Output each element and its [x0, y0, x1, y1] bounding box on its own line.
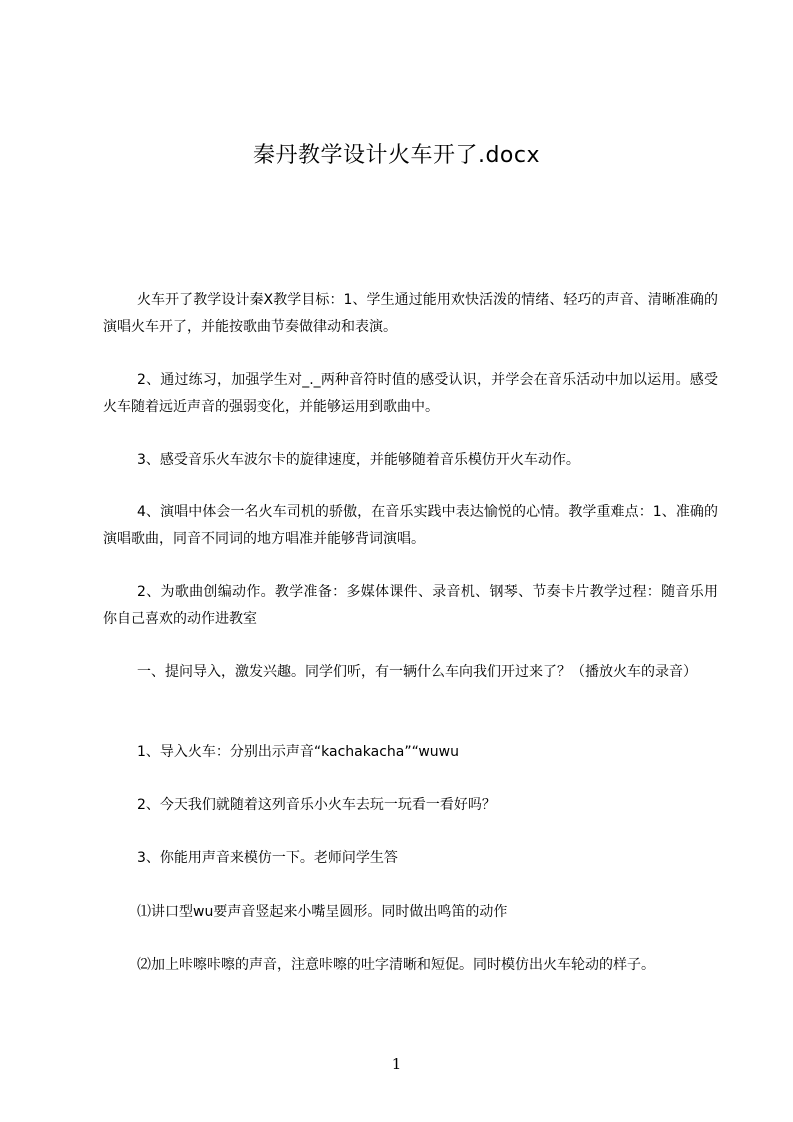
page-number: 1	[391, 1055, 402, 1073]
paragraph-practice: 2、通过练习，加强学生对_._两种音符时值的感受认识，并学会在音乐活动中加以运用。感受火车随着远近声音的强弱变化，并能够运用到歌曲中。	[103, 372, 718, 415]
paragraph-key-points: 4、演唱中体会一名火车司机的骄傲，在音乐实践中表达愉悦的心情。教学重难点：1、准确的演唱歌曲，同音不同词的地方唱准并能够背词演唱。	[103, 504, 718, 547]
paragraph-polka: 3、感受音乐火车波尔卡的旋律速度，并能够随着音乐模仿开火车动作。	[137, 452, 580, 468]
paragraph-step-3: 3、你能用声音来模仿一下。老师问学生答	[137, 850, 398, 866]
paragraph-step-2: 2、今天我们就随着这列音乐小火车去玩一玩看一看好吗？	[137, 797, 496, 813]
paragraph-objectives: 火车开了教学设计秦X教学目标：1、学生通过能用欢快活泼的情绪、轻巧的声音、清晰准确的演唱火车开了，并能按歌曲节奏做律动和表演。	[103, 292, 718, 335]
paragraph-preparation: 2、为歌曲创编动作。教学准备：多媒体课件、录音机、钢琴、节奏卡片教学过程：随音乐用你自己喜欢的动作进教室	[103, 584, 718, 627]
document-title: 秦丹教学设计火车开了.docx	[252, 143, 541, 168]
paragraph-step-1: 1、导入火车：分别出示声音“kachakacha”“wuwu	[137, 744, 459, 760]
paragraph-introduction: 一、提问导入，激发兴趣。同学们听，有一辆什么车向我们开过来了？（播放火车的录音）	[137, 664, 697, 680]
paragraph-substep-2: ⑵加上咔嚓咔嚓的声音，注意咔嚓的吐字清晰和短促。同时模仿出火车轮动的样子。	[137, 957, 655, 973]
paragraph-substep-1: ⑴讲口型wu要声音竖起来小嘴呈圆形。同时做出鸣笛的动作	[137, 904, 508, 920]
